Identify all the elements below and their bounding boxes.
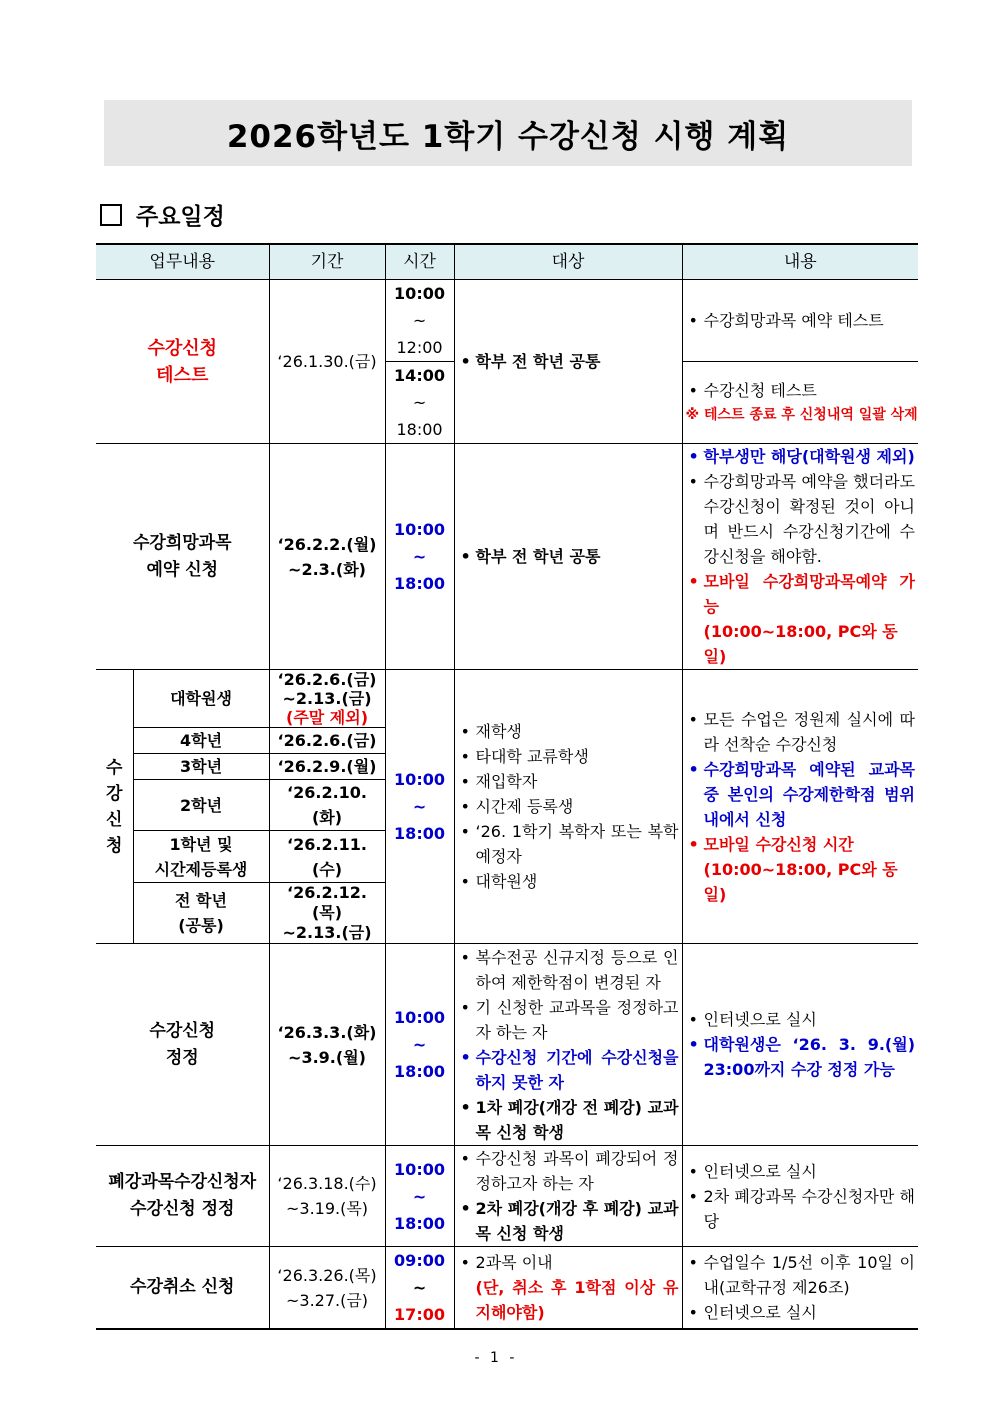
content-closed: • 인터넷으로 실시 • 2차 폐강과목 수강신청자만 해당 bbox=[682, 1146, 918, 1247]
reg-period: ‘26.2.6.(금) ~2.13.(금) (주말 제외) bbox=[269, 670, 385, 728]
time-test-2: 14:00 ~ 18:00 bbox=[385, 362, 454, 444]
reg-name: 4학년 bbox=[133, 728, 269, 754]
time-closed: 10:00 ~ 18:00 bbox=[385, 1146, 454, 1247]
reg-name: 2학년 bbox=[133, 780, 269, 831]
target-cancel: • 2과목 이내 (단, 취소 후 1학점 이상 유지해야함) bbox=[454, 1247, 682, 1330]
target-fix: • 복수전공 신규지정 등으로 인하여 제한학점이 변경된 자 • 기 신청한 교과목을 정정하고자 하는 자 • 수강신청 기간에 수강신청을 하지 못한 자 • 1차 폐강(개강 전 폐강) 교과목 신청 학생 bbox=[454, 944, 682, 1146]
reg-period: ‘26.2.6.(금) bbox=[269, 728, 385, 754]
page-title: 2026학년도 1학기 수강신청 시행 계획 bbox=[226, 118, 790, 155]
reg-period: ‘26.2.10.(화) bbox=[269, 780, 385, 831]
header-content: 내용 bbox=[682, 244, 918, 280]
target-wish: • 학부 전 학년 공통 bbox=[454, 444, 682, 670]
task-closed: 폐강과목수강신청자 수강신청 정정 bbox=[96, 1146, 269, 1247]
table-row bbox=[96, 1247, 918, 1330]
task-test: 수강신청 테스트 bbox=[96, 280, 269, 444]
content-wish: • 학부생만 해당(대학원생 제외) • 수강희망과목 예약을 했더라도 수강신청이 확정된 것이 아니며 반드시 수강신청기간에 수강신청을 해야함. • 모바일 수강희망과목예약 가능 (10:00~18:00, PC와 동일) bbox=[682, 444, 918, 670]
reg-name: 1학년 및 시간제등록생 bbox=[133, 831, 269, 883]
task-wish: 수강희망과목 예약 신청 bbox=[96, 444, 269, 670]
schedule-table bbox=[96, 243, 918, 1330]
reg-name: 3학년 bbox=[133, 754, 269, 780]
table-row bbox=[96, 444, 918, 670]
task-cancel: 수강취소 신청 bbox=[96, 1247, 269, 1330]
time-fix: 10:00 ~ 18:00 bbox=[385, 944, 454, 1146]
content-cancel: • 수업일수 1/5선 이후 10일 이내(교학규정 제26조) • 인터넷으로 실시 bbox=[682, 1247, 918, 1330]
header-task: 업무내용 bbox=[96, 244, 269, 280]
target-test: • 학부 전 학년 공통 bbox=[454, 280, 682, 444]
page-number: - 1 - bbox=[474, 1350, 518, 1366]
table-row bbox=[96, 280, 918, 362]
table-row bbox=[96, 944, 918, 1146]
header-period: 기간 bbox=[269, 244, 385, 280]
registration-group-label: 수 강 신 청 bbox=[106, 757, 123, 856]
time-wish: 10:00 ~ 18:00 bbox=[385, 444, 454, 670]
note-test: ※ 테스트 종료 후 신청내역 일괄 삭제 bbox=[685, 406, 918, 423]
content-test-2: • 수강신청 테스트 ※ 테스트 종료 후 신청내역 일괄 삭제 bbox=[682, 362, 918, 444]
checkbox-square-icon bbox=[100, 204, 122, 226]
period-closed: ‘26.3.18.(수) ~3.19.(목) bbox=[269, 1146, 385, 1247]
reg-name: 전 학년 (공통) bbox=[133, 883, 269, 944]
time-test-1: 10:00 ~ 12:00 bbox=[385, 280, 454, 362]
time-cancel: 09:00 ~ 17:00 bbox=[385, 1247, 454, 1330]
content-test-1: • 수강희망과목 예약 테스트 bbox=[682, 280, 918, 362]
target-registration: • 재학생 • 타대학 교류학생 • 재입학자 • 시간제 등록생 • ‘26. 1학기 복학자 또는 복학예정자 • 대학원생 bbox=[454, 670, 682, 944]
period-fix: ‘26.3.3.(화) ~3.9.(월) bbox=[269, 944, 385, 1146]
group-registration bbox=[96, 670, 133, 944]
content-fix: • 인터넷으로 실시 • 대학원생은 ‘26. 3. 9.(월) 23:00까지 수강 정정 가능 bbox=[682, 944, 918, 1146]
reg-name: 대학원생 bbox=[133, 670, 269, 728]
reg-period: ‘26.2.12.(목) ~2.13.(금) bbox=[269, 883, 385, 944]
task-fix: 수강신청 정정 bbox=[96, 944, 269, 1146]
period-cancel: ‘26.3.26.(목) ~3.27.(금) bbox=[269, 1247, 385, 1330]
reg-period: ‘26.2.11.(수) bbox=[269, 831, 385, 883]
table-row bbox=[96, 1146, 918, 1247]
table-header-row bbox=[96, 244, 918, 280]
period-test: ‘26.1.30.(금) bbox=[269, 280, 385, 444]
table-row bbox=[96, 670, 918, 728]
header-target: 대상 bbox=[454, 244, 682, 280]
title-banner bbox=[104, 100, 912, 166]
reg-period: ‘26.2.9.(월) bbox=[269, 754, 385, 780]
target-closed: • 수강신청 과목이 폐강되어 정정하고자 하는 자 • 2차 폐강(개강 후 폐강) 교과목 신청 학생 bbox=[454, 1146, 682, 1247]
time-registration: 10:00 ~ 18:00 bbox=[385, 670, 454, 944]
period-wish: ‘26.2.2.(월) ~2.3.(화) bbox=[269, 444, 385, 670]
section-heading bbox=[100, 198, 225, 231]
section-title: 주요일정 bbox=[136, 204, 225, 230]
content-registration: • 모든 수업은 정원제 실시에 따라 선착순 수강신청 • 수강희망과목 예약된 교과목 중 본인의 수강제한학점 범위 내에서 신청 • 모바일 수강신청 시간 (10:00~18:00, PC와 동일) bbox=[682, 670, 918, 944]
header-time: 시간 bbox=[385, 244, 454, 280]
